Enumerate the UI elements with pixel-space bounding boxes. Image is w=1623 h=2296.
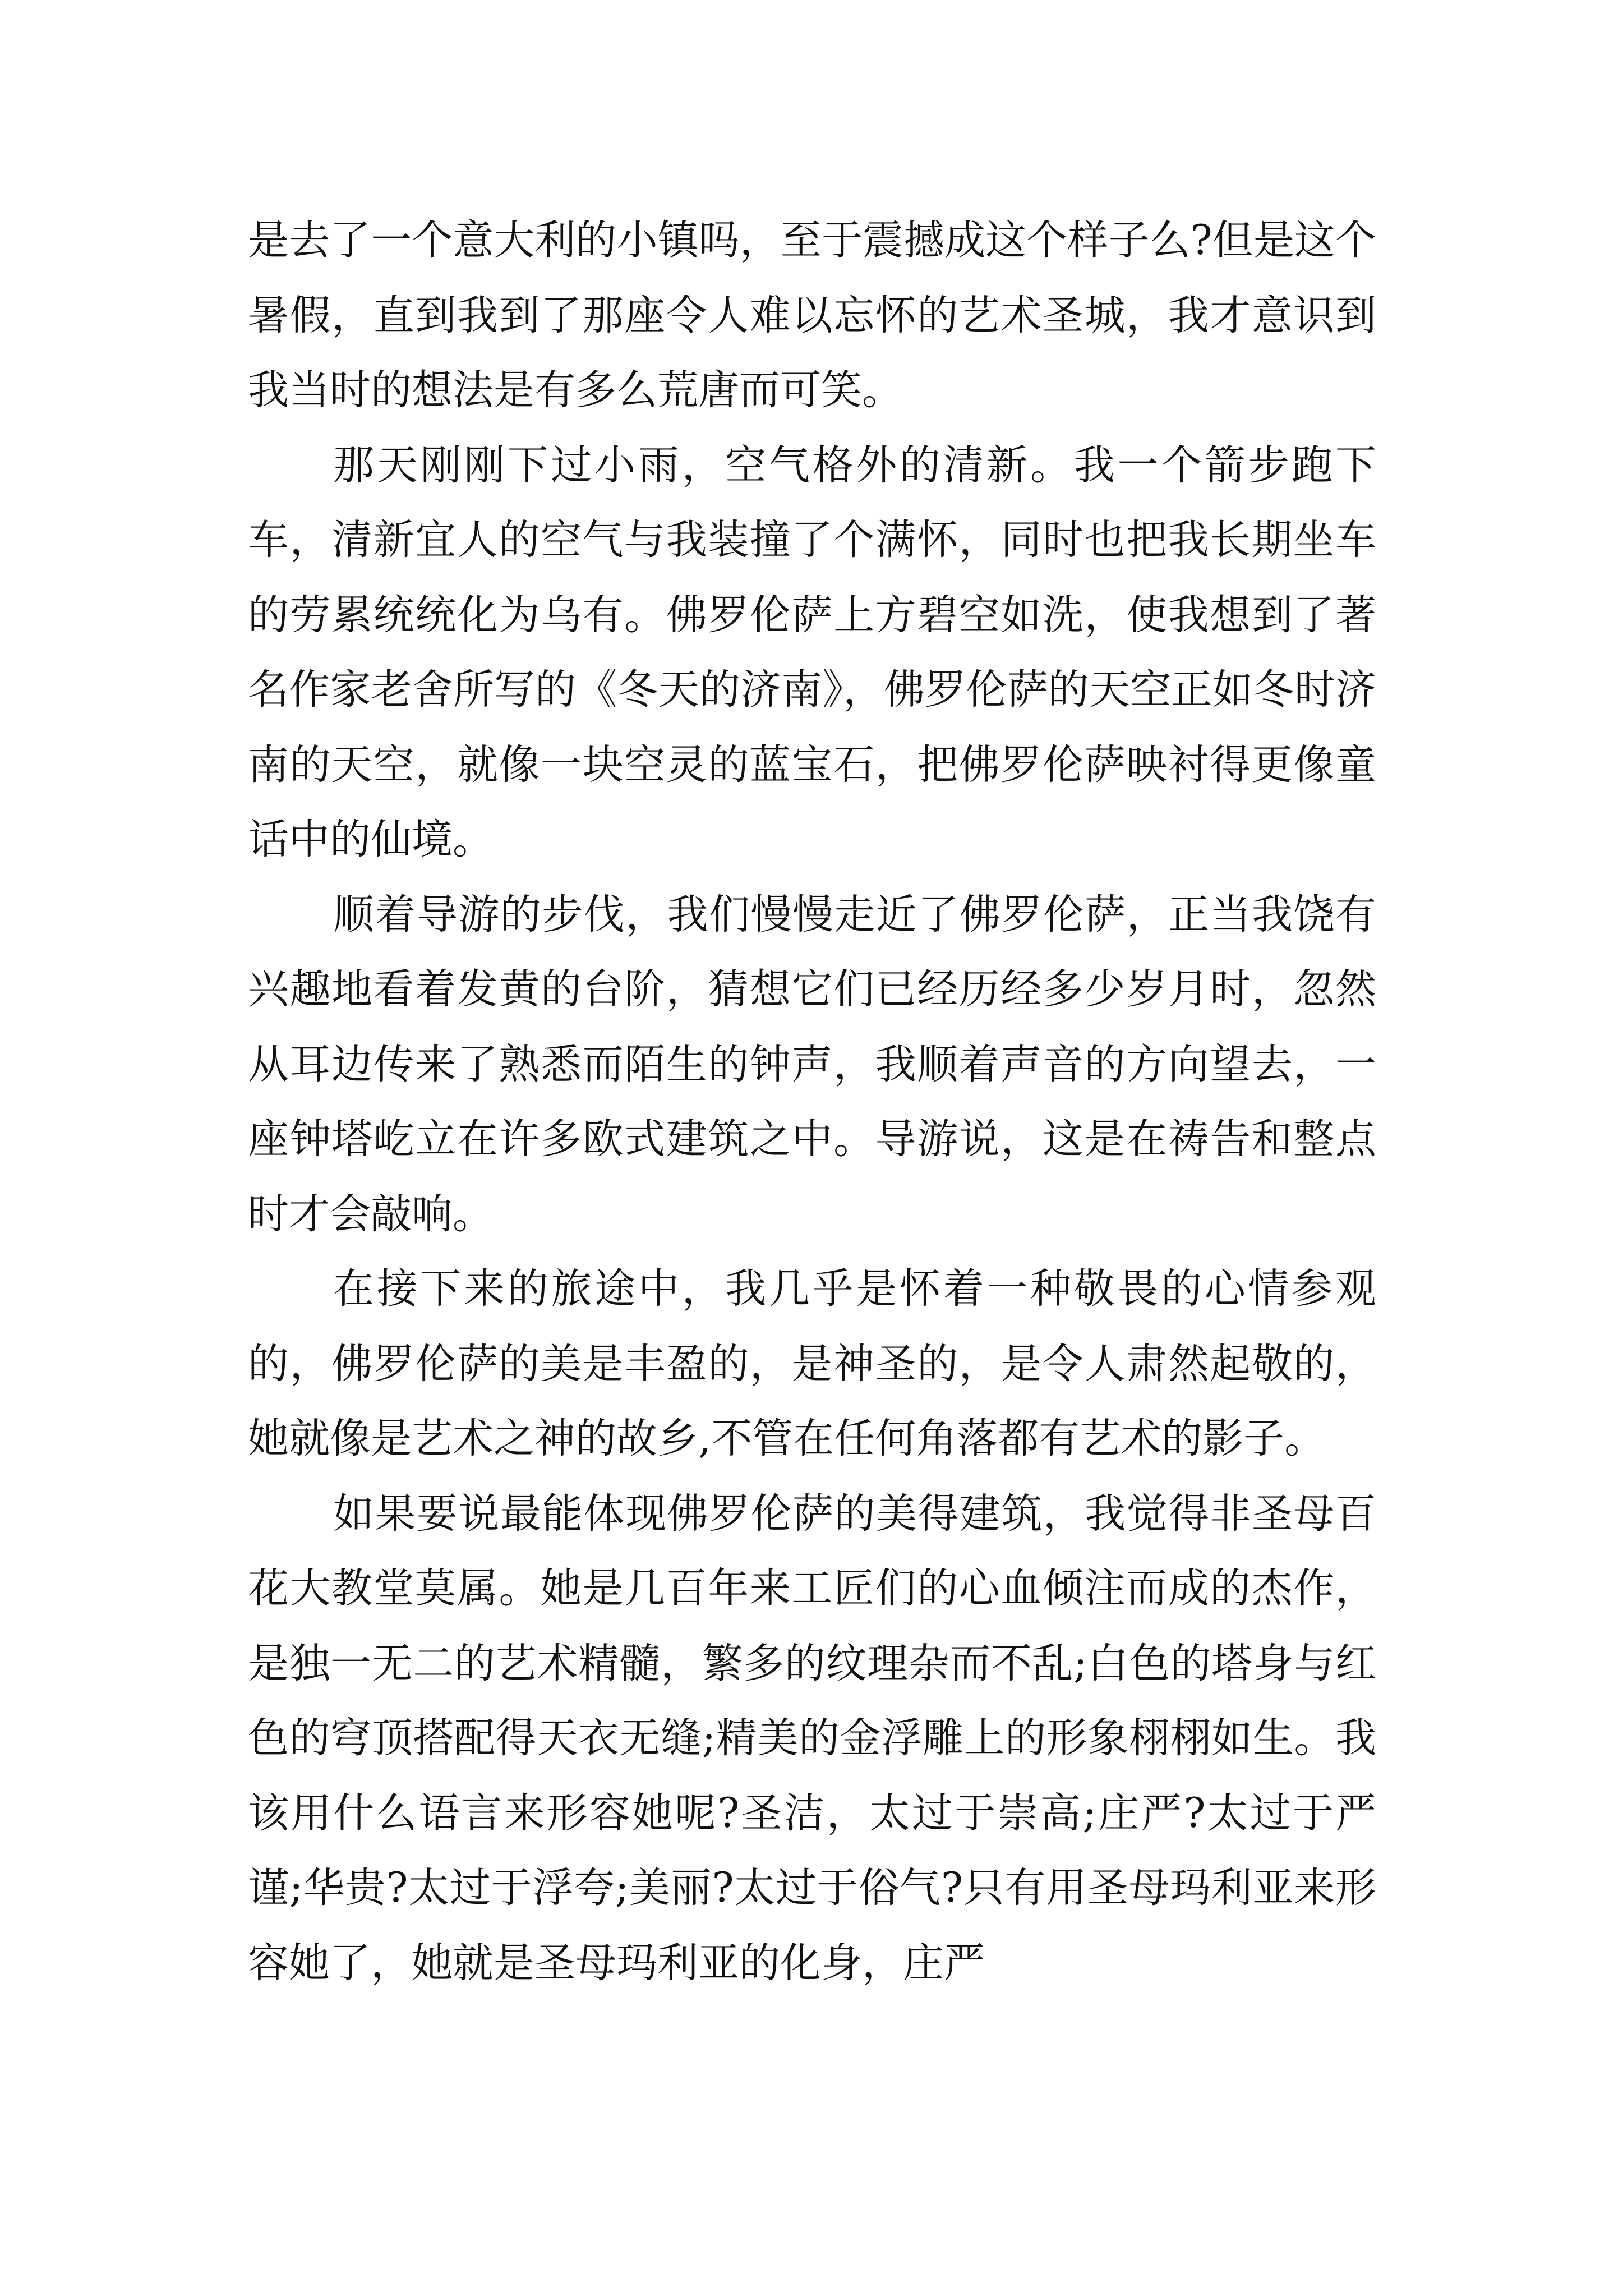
paragraph-5: 如果要说最能体现佛罗伦萨的美得建筑，我觉得非圣母百花大教堂莫属。她是几百年来工匠们的心血倾注而成的杰作，是独一无二的艺术精髓，繁多的纹理杂而不乱;白色的塔身与红色的穹顶搭配得天衣无缝;精美的金浮雕上的形象栩栩如生。我该用什么语言来形容她呢?圣洁，太过于崇高;庄严?太过于严谨;华贵?太过于浮夸;美丽?太过于俗气?只有用圣母玛利亚来形容她了，她就是圣母玛利亚的化身，庄严 — [248, 1489, 1376, 1987]
paragraph-3: 顺着导游的步伐，我们慢慢走近了佛罗伦萨，正当我饶有兴趣地看着发黄的台阶，猜想它们已经历经多少岁月时，忽然从耳边传来了熟悉而陌生的钟声，我顺着声音的方向望去，一座钟塔屹立在许多欧式建筑之中。导游说，这是在祷告和整点时才会敲响。 — [248, 890, 1376, 1238]
paragraph-1: 是去了一个意大利的小镇吗，至于震撼成这个样子么?但是这个暑假，直到我到了那座令人难以忘怀的艺术圣城，我才意识到我当时的想法是有多么荒唐而可笑。 — [248, 217, 1376, 414]
body-text — [248, 203, 1376, 2000]
paragraph-4: 在接下来的旅途中，我几乎是怀着一种敬畏的心情参观的，佛罗伦萨的美是丰盈的，是神圣的，是令人肃然起敬的，她就像是艺术之神的故乡,不管在任何角落都有艺术的影子。 — [248, 1265, 1376, 1462]
paragraph-2: 那天刚刚下过小雨，空气格外的清新。我一个箭步跑下车，清新宜人的空气与我装撞了个满怀，同时也把我长期坐车的劳累统统化为乌有。佛罗伦萨上方碧空如洗，使我想到了著名作家老舍所写的《冬天的济南》，佛罗伦萨的天空正如冬时济南的天空，就像一块空灵的蓝宝石，把佛罗伦萨映衬得更像童话中的仙境。 — [248, 441, 1376, 863]
